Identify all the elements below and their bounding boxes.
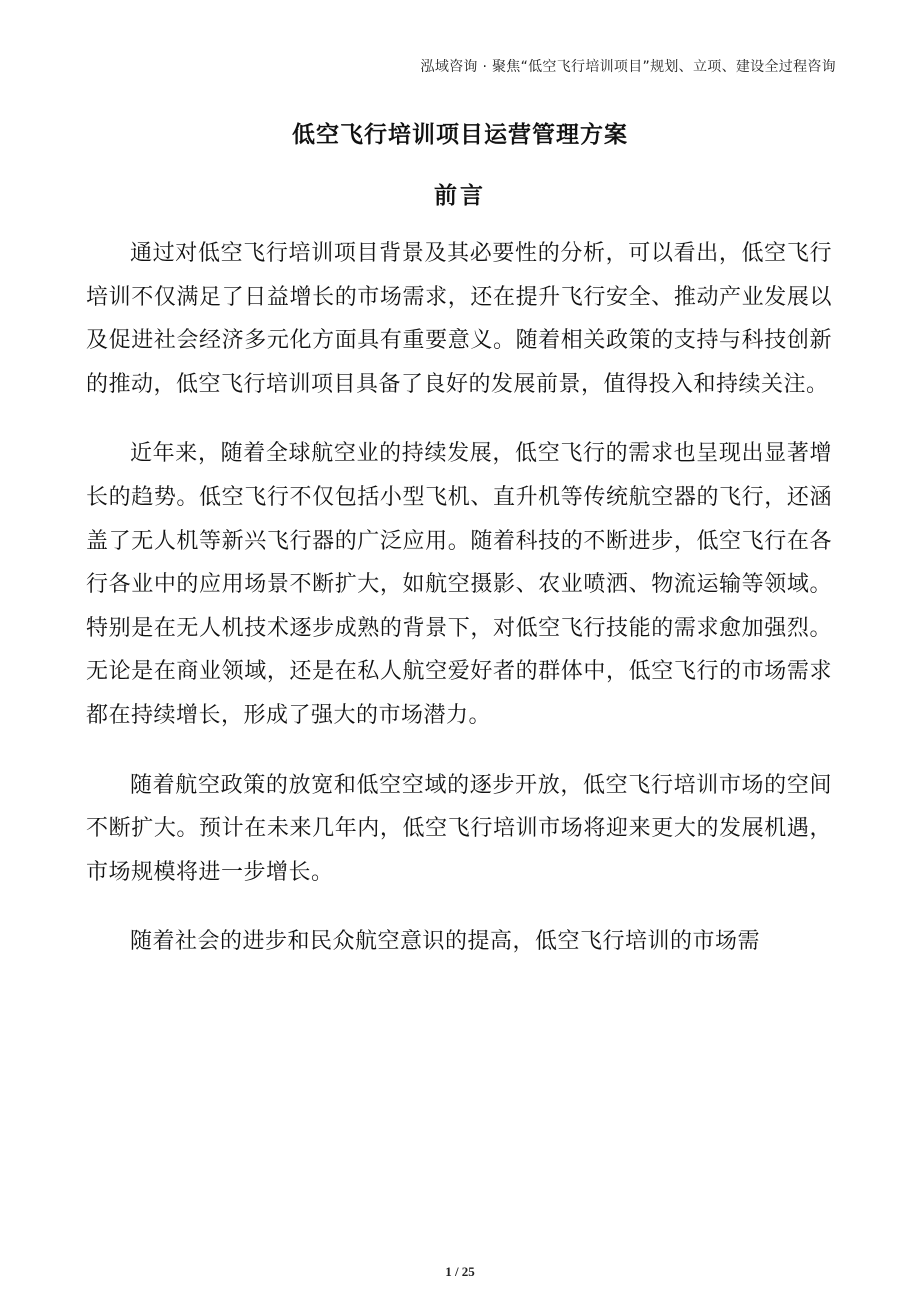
- running-header: 泓域咨询 · 聚焦“低空飞行培训项目”规划、立项、建设全过程咨询: [420, 59, 836, 75]
- paragraph: 通过对低空飞行培训项目背景及其必要性的分析，可以看出，低空飞行培训不仅满足了日益增长的市场需求，还在提升飞行安全、推动产业发展以及促进社会经济多元化方面具有重要意义。随着相关政策的支持与科技创新的推动，低空飞行培训项目具备了良好的发展前景，值得投入和持续关注。: [86, 241, 832, 397]
- paragraph: 随着社会的进步和民众航空意识的提高，低空飞行培训的市场需: [130, 929, 761, 955]
- paragraph: 随着航空政策的放宽和低空空域的逐步开放，低空飞行培训市场的空间不断扩大。预计在未来几年内，低空飞行培训市场将迎来更大的发展机遇，市场规模将进一步增长。: [86, 772, 832, 885]
- body-text: [86, 232, 832, 990]
- page-number: 1 / 25: [445, 1264, 475, 1279]
- paragraph: 近年来，随着全球航空业的持续发展，低空飞行的需求也呈现出显著增长的趋势。低空飞行不仅包括小型飞机、直升机等传统航空器的飞行，还涵盖了无人机等新兴飞行器的广泛应用。随着科技的不断进步，低空飞行在各行各业中的应用场景不断扩大，如航空摄影、农业喷洒、物流运输等领域。特别是在无人机技术逐步成熟的背景下，对低空飞行技能的需求愈加强烈。无论是在商业领域，还是在私人航空爱好者的群体中，低空飞行的市场需求都在持续增长，形成了强大的市场潜力。: [86, 441, 832, 728]
- section-heading: 前言: [434, 183, 486, 209]
- document-title: 低空飞行培训项目运营管理方案: [292, 122, 628, 148]
